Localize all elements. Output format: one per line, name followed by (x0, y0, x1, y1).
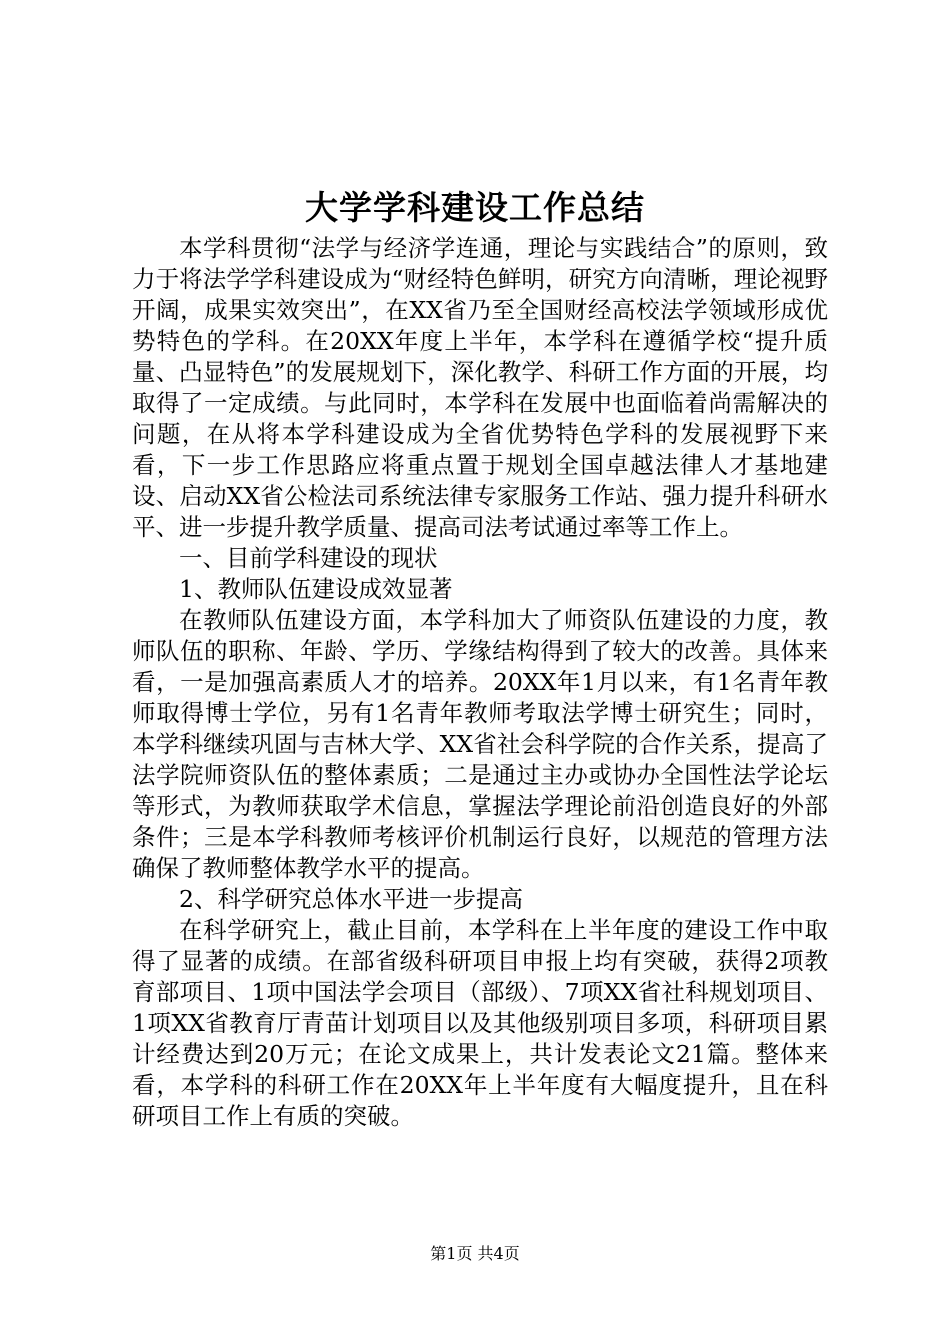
paragraph-research: 在科学研究上，截止目前，本学科在上半年度的建设工作中取得了显著的成绩。在部省级科研项目申报上均有突破，获得2项教育部项目、1项中国法学会项目（部级）、7项XX省社科规划项目、1项XX省教育厅青苗计划项目以及其他级别项目多项，科研项目累计经费达到20万元；在论文成果上，共计发表论文21篇。整体来看，本学科的科研工作在20XX年上半年度有大幅度提升，且在科研项目工作上有质的突破。 (132, 916, 828, 1130)
subsection-heading-faculty: 1、教师队伍建设成效显著 (179, 575, 453, 603)
page-number-footer: 第1页 共4页 (430, 1244, 520, 1263)
paragraph-faculty: 在教师队伍建设方面，本学科加大了师资队伍建设的力度，教师队伍的职称、年龄、学历、学缘结构得到了较大的改善。具体来看，一是加强高素质人才的培养。20XX年1月以来，有1名青年教师取得博士学位，另有1名青年教师考取法学博士研究生；同时，本学科继续巩固与吉林大学、XX省社会科学院的合作关系，提高了法学院师资队伍的整体素质；二是通过主办或协办全国性法学论坛等形式，为教师获取学术信息，掌握法学理论前沿创造良好的外部条件；三是本学科教师考核评价机制运行良好，以规范的管理方法确保了教师整体教学水平的提高。 (132, 606, 828, 882)
document-body (132, 233, 828, 1132)
subsection-heading-research: 2、科学研究总体水平进一步提高 (179, 885, 523, 913)
document-title: 大学学科建设工作总结 (305, 188, 645, 227)
section-heading-current-status: 一、目前学科建设的现状 (179, 544, 438, 572)
paragraph-intro: 本学科贯彻“法学与经济学连通，理论与实践结合”的原则，致力于将法学学科建设成为“财经特色鲜明，研究方向清晰，理论视野开阔，成果实效突出”，在XX省乃至全国财经高校法学领域形成优势特色的学科。在20XX年度上半年，本学科在遵循学校“提升质量、凸显特色”的发展规划下，深化教学、科研工作方面的开展，均取得了一定成绩。与此同时，本学科在发展中也面临着尚需解决的问题，在从将本学科建设成为全省优势特色学科的发展视野下来看，下一步工作思路应将重点置于规划全国卓越法律人才基地建设、启动XX省公检法司系统法律专家服务工作站、强力提升科研水平、进一步提升教学质量、提高司法考试通过率等工作上。 (132, 234, 828, 541)
